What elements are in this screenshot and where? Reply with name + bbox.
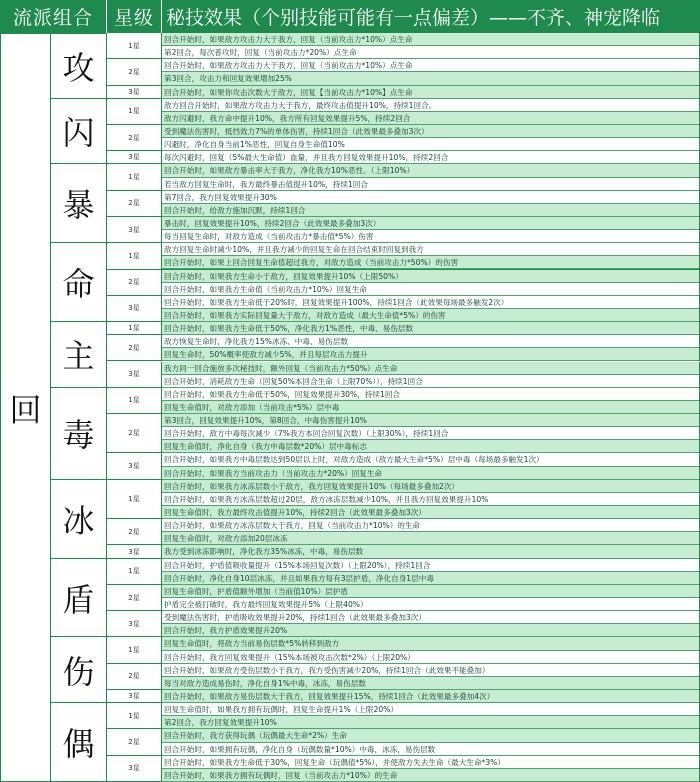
effect-line: 回复生命值时，将敌方当前易伤层数*5%转移到敌方 <box>162 637 699 650</box>
effect-line: 回合开始时，如果敌方攻击力大于我方，回复（当前攻击力*10%）点生命 <box>162 59 699 72</box>
effect-line: 回合开始时，如果敌方攻击力大于我方，回复（当前攻击力*10%）点生命 <box>162 33 699 46</box>
effect-cell <box>162 453 700 479</box>
effect-cell <box>162 585 700 611</box>
star-cell: 2星 <box>107 191 162 217</box>
effect-cell <box>162 243 700 269</box>
effect-line: 回合开始时，如果敌方受伤层数小于我方，我方受伤害减少20%，持续1回合（此效果不能叠加） <box>162 664 699 677</box>
effect-line: 回合开始时，如果我方冰冻层数小于敌方，我方回复效果提升10%（每场最多叠加2次） <box>162 480 699 493</box>
effect-line: 回合开始时，我方护盾效果提升20% <box>162 624 699 637</box>
effect-line: 回合开始时，如果我方生命低于20%时，回复效果提升100%，持续1回合（此效果每场最多触发2次） <box>162 296 699 309</box>
star-cell: 3星 <box>107 217 162 243</box>
effect-cell <box>162 151 700 164</box>
effect-line: 回合开始时，我方回复效果提升（15%本场被攻击次数*2%）（上限20%） <box>162 651 699 664</box>
effect-line: 回复生命值时，我方最终攻击值提升10%，持续2回合（此效果最多叠加3次） <box>162 506 699 519</box>
effect-line: 回合开始时，我方获得玩偶（玩偶最大生命*2%）生命 <box>162 729 699 742</box>
school-group-cell: 命 <box>51 243 107 322</box>
effect-cell <box>162 611 700 637</box>
school-group-cell: 毒 <box>51 388 107 480</box>
effect-cell <box>162 125 700 151</box>
effect-line: 回合开始时，如果你攻击次数大于敌方，回复【当前攻击力*10%】点生命 <box>162 86 699 99</box>
effect-cell <box>162 322 700 335</box>
effect-line: 若当敌方回复生命时，我方最终暴击值提升10%，持续1回合 <box>162 178 699 191</box>
effect-line: 回合开始时，如果敌方冰冻层数大于我方，回复（当前攻击力*10%）的生命 <box>162 519 699 532</box>
effect-line: 第2回合，我方回复效果提升10% <box>162 716 699 729</box>
star-cell: 1星 <box>107 388 162 414</box>
school-group-cell: 盾 <box>51 559 107 638</box>
star-cell: 2星 <box>107 59 162 85</box>
star-cell: 3星 <box>107 756 162 782</box>
effect-line: 回合开始时，如果我方中毒层数达到50层以上时，对敌方造成（敌方最大生命*5%）层中毒（每场最多触发1次） <box>162 453 699 466</box>
effect-line: 回合开始时，如果我方生命低于30%，回复生命（玩偶值*5%），并使敌方失去生命（最大生命*3%） <box>162 756 699 769</box>
star-cell: 1星 <box>107 637 162 663</box>
star-cell: 3星 <box>107 453 162 479</box>
effect-line: 回合开始时，如果敌方易伤层数大于我方，回复效果提升15%，持续1回合（此效果最多叠加4次） <box>162 690 699 703</box>
effect-line: 每当对敌方造成易伤时，净化自身1%中毒，冰冻，易伤层数 <box>162 677 699 690</box>
effect-cell <box>162 164 700 190</box>
effect-line: 第3回合，回复效果提升10%，第8回合，中毒伤害提升10% <box>162 414 699 427</box>
effect-line: 回合开始时，如果我方生命小于敌方，回复效果提升10%（上限50%） <box>162 270 699 283</box>
effect-line: 回合开始时，如果我方生命低于50%，回复效果提升30%，持续1回合 <box>162 388 699 401</box>
star-cell: 1星 <box>107 703 162 729</box>
effect-cell <box>162 756 700 782</box>
school-main-cell: 回 <box>0 33 51 782</box>
effect-line: 回复生命值时，如果我方拥有玩偶时，回复生命提升1%（上限20%） <box>162 703 699 716</box>
effect-line: 受到魔法伤害时，护盾吸收效果提升20%，持续1回合（此效果最多叠加3次） <box>162 611 699 624</box>
header-effect: 秘技效果（个别技能可能有一点偏差）——不齐、神宠降临 <box>162 0 700 33</box>
star-cell: 3星 <box>107 86 162 99</box>
star-cell: 2星 <box>107 335 162 361</box>
effect-cell <box>162 729 700 755</box>
school-group-cell: 主 <box>51 322 107 388</box>
effect-cell <box>162 559 700 585</box>
header-school: 流派组合 <box>0 0 107 33</box>
star-cell: 2星 <box>107 519 162 545</box>
effect-line: 回合开始时，护盾值吸收量提升（15%本场回复次数）（上限20%），持续1回合 <box>162 559 699 572</box>
effect-line: 回合开始时，净化自身10层冰冻，并且如果我方每有3层护盾，净化自身1层中毒 <box>162 572 699 585</box>
effect-cell <box>162 545 700 558</box>
school-group-cell: 攻 <box>51 33 107 99</box>
effect-cell <box>162 480 700 519</box>
school-group-cell: 伤 <box>51 637 107 703</box>
effect-line: 回合开始时，如果我方实际回复量大于敌方，对敌方造成（最大生命值*5%）的伤害 <box>162 309 699 322</box>
effect-line: 我方同一回合施放多次秘技时，额外回复（当前攻击力*50%）点生命 <box>162 362 699 375</box>
effect-line: 回复生命时，50%概率使敌方减少5%，并且每层攻击力提升 <box>162 348 699 361</box>
star-cell: 1星 <box>107 322 162 335</box>
star-cell: 3星 <box>107 362 162 388</box>
effect-line: 回复生命值时，对敌方添加（当前攻击*5%）层中毒 <box>162 401 699 414</box>
effect-cell <box>162 690 700 703</box>
school-group-cell: 冰 <box>51 480 107 559</box>
effect-line: 受到魔法伤害时，抵挡效力7%的单体伤害，持续1回合（此效果最多叠加3次） <box>162 125 699 138</box>
effect-line: 回合开始时，如果我方生命低于50%，净化我方1%恶性，中毒、易伤层数 <box>162 322 699 335</box>
star-cell: 1星 <box>107 243 162 269</box>
effect-line: 回合开始时，如果敌方暴击率大于我方，净化我方10%恶性。（上限10%） <box>162 164 699 177</box>
star-cell: 3星 <box>107 296 162 322</box>
effect-line: 每次闪避时，回复（5%最大生命值）血量，并且我方回复效果提升10%，持续2回合 <box>162 151 699 164</box>
school-group-cell: 暴 <box>51 164 107 243</box>
effect-cell <box>162 33 700 59</box>
effect-line: 回合开始时，如果我方当前攻击力（当前攻击力*20%）回复生命 <box>162 467 699 480</box>
effect-cell <box>162 191 700 217</box>
effect-line: 回复生命值时，护盾值额外增加（当前值10%）层护盾 <box>162 585 699 598</box>
effect-line: 暴击时，回复效果提升10%，持续2回合（此效果最多叠加3次） <box>162 217 699 230</box>
star-cell: 1星 <box>107 559 162 585</box>
effect-cell <box>162 414 700 453</box>
effect-cell <box>162 335 700 361</box>
effect-line: 第2回合，每次普攻时，回复（当前攻击力*20%）点生命 <box>162 46 699 59</box>
effect-line: 回合开始时，如果我方生命值（当前攻击力*10%）回复生命 <box>162 283 699 296</box>
star-cell: 3星 <box>107 545 162 558</box>
effect-cell <box>162 217 700 243</box>
effect-cell <box>162 99 700 125</box>
star-cell: 2星 <box>107 585 162 611</box>
effect-cell <box>162 703 700 729</box>
school-group-cell: 偶 <box>51 703 107 782</box>
effect-line: 我方受到冰冻影响时，净化我方35%冰冻，中毒，易伤层数 <box>162 545 699 558</box>
effect-line: 回合开始时，如果我方冰冻层数超过20层，敌方冰冻层数减少10%，并且我方回复效果提升10% <box>162 493 699 506</box>
effect-cell <box>162 270 700 296</box>
star-cell: 3星 <box>107 151 162 164</box>
effect-line: 敌方恢复生命时，净化我方15%冰冻、中毒、易伤层数 <box>162 335 699 348</box>
star-cell: 2星 <box>107 125 162 151</box>
effect-line: 闪避时，净化自身当前1%恶性，回复自身生命值10% <box>162 138 699 151</box>
effect-line: 回合开始时，消耗敌方生命（回复50%本回合生命（上限70%）），持续1回合 <box>162 375 699 388</box>
effect-line: 第3回合，攻击力和回复效果增加25% <box>162 72 699 85</box>
effect-line: 敌方回合开始时，如果敌方攻击力大于我方，最终攻击值提升10%，持续1回合。 <box>162 99 699 112</box>
effect-line: 回合开始时，如果拥有玩偶，净化自身（玩偶数量*10%）中毒，冰冻，易伤层数 <box>162 743 699 756</box>
effect-cell <box>162 362 700 388</box>
effect-cell <box>162 637 700 663</box>
effect-line: 回合开始时，给敌方施加沉默，持续1回合 <box>162 204 699 217</box>
effect-line: 回复生命值时，净化自身（我方中毒层数*20%）层中毒标志 <box>162 440 699 453</box>
effect-cell <box>162 388 700 414</box>
effect-cell <box>162 519 700 545</box>
school-group-cell: 闪 <box>51 99 107 165</box>
star-cell: 2星 <box>107 729 162 755</box>
effect-cell <box>162 59 700 85</box>
star-cell: 1星 <box>107 33 162 59</box>
star-cell: 2星 <box>107 414 162 453</box>
star-cell: 1星 <box>107 164 162 190</box>
effect-line: 回合开始时，如果上回合回复生命值超过我方，对敌方造成（当前攻击力*50%）的伤害 <box>162 256 699 269</box>
star-cell: 2星 <box>107 270 162 296</box>
effect-cell <box>162 86 700 99</box>
effect-line: 回合开始时，如果我方拥有玩偶时，回复（当前攻击力*10%）的生命 <box>162 769 699 782</box>
effect-cell <box>162 664 700 690</box>
star-cell: 3星 <box>107 611 162 637</box>
star-cell: 1星 <box>107 480 162 519</box>
effect-line: 敌方闪避时，我方命中提升10%，我方所有回复效果提升5%，持续2回合 <box>162 112 699 125</box>
effect-line: 护盾完全被打破时，我方最终回复效果提升5%（上限40%） <box>162 598 699 611</box>
header-star: 星级 <box>107 0 162 33</box>
effect-line: 第7回合，我方回复效果提升30% <box>162 191 699 204</box>
effect-line: 敌方回复生命时减少10%，并且我方减少的回复生命在回合结束时回复到我方 <box>162 243 699 256</box>
effect-cell <box>162 296 700 322</box>
effect-line: 回合开始时，敌方中毒每次减少（7%我方本回合回复次数）（上限30%），持续1回合 <box>162 427 699 440</box>
star-cell: 1星 <box>107 99 162 125</box>
star-cell: 3星 <box>107 690 162 703</box>
effect-line: 每当回复生命时，对敌方造成（当前攻击力*暴击值*5%）伤害 <box>162 230 699 243</box>
effect-line: 回复生命值时，对敌方添加20层冰冻 <box>162 532 699 545</box>
star-cell: 2星 <box>107 664 162 690</box>
